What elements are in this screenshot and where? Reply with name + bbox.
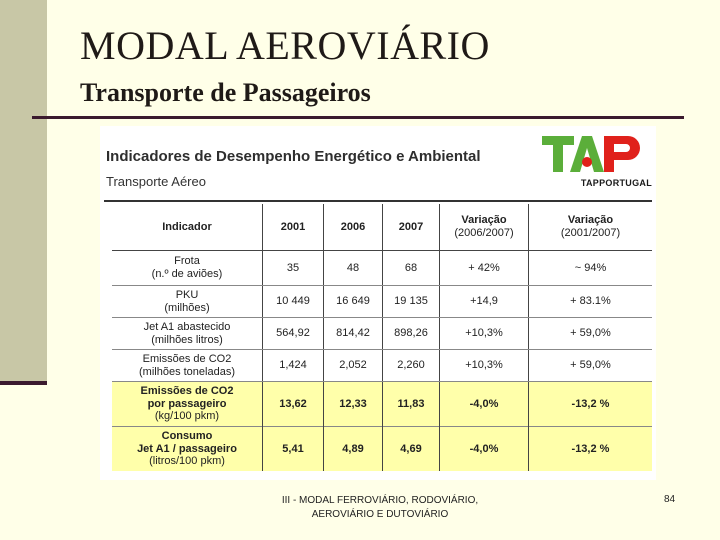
table-row <box>112 251 652 286</box>
slide-title: MODAL AEROVIÁRIO <box>80 23 490 68</box>
slide-footer <box>270 494 490 521</box>
cell-2006: 2,052 <box>324 350 383 382</box>
row-label-text-2: Jet A1 / passageiro <box>137 442 237 455</box>
cell-2007: 2,260 <box>383 350 440 382</box>
cell-var2: ~ 94% <box>529 251 653 286</box>
row-label <box>112 286 263 318</box>
table-row-highlight <box>112 382 652 427</box>
row-label <box>112 382 263 427</box>
cell-2001: 564,92 <box>263 318 324 350</box>
cell-2001: 35 <box>263 251 324 286</box>
cell-var1: +10,3% <box>440 350 529 382</box>
header-var1-sub: (2006/2007) <box>454 227 514 239</box>
figure-divider <box>104 200 652 202</box>
footer-line-2: AEROVIÁRIO E DUTOVIÁRIO <box>311 508 449 520</box>
header-2001: 2001 <box>263 204 324 251</box>
cell-2006: 4,89 <box>324 427 383 472</box>
cell-2001: 10 449 <box>263 286 324 318</box>
title-divider <box>32 116 684 119</box>
cell-var2: + 59,0% <box>529 318 653 350</box>
row-label-text: Jet A1 abastecido <box>143 320 231 333</box>
cell-2006: 16 649 <box>324 286 383 318</box>
tap-logo-icon <box>540 132 652 178</box>
row-label-text: Emissões de CO2 <box>142 352 232 365</box>
row-unit-text: (litros/100 pkm) <box>149 455 225 468</box>
indicators-table <box>112 204 652 471</box>
page-number: 84 <box>664 494 676 505</box>
left-decor-bar-edge <box>0 381 47 385</box>
row-unit-text: (kg/100 pkm) <box>154 410 220 423</box>
cell-2001: 13,62 <box>263 382 324 427</box>
cell-var1: +14,9 <box>440 286 529 318</box>
cell-2007: 19 135 <box>383 286 440 318</box>
row-unit-text: (milhões) <box>164 301 210 314</box>
slide-subtitle: Transporte de Passageiros <box>80 78 371 107</box>
left-decor-bar <box>0 0 47 384</box>
cell-2007: 898,26 <box>383 318 440 350</box>
logo-text: TAPPORTUGAL <box>580 178 652 188</box>
row-label <box>112 427 263 472</box>
row-label-text: Consumo <box>161 430 213 443</box>
row-label-text-2: por passageiro <box>147 397 227 410</box>
cell-var1: -4,0% <box>440 382 529 427</box>
header-var2-label: Variação <box>567 214 614 227</box>
header-variation-1 <box>440 204 529 251</box>
cell-2001: 5,41 <box>263 427 324 472</box>
row-label-text: PKU <box>175 288 199 301</box>
cell-var1: +10,3% <box>440 318 529 350</box>
row-unit-text: (n.º de aviões) <box>151 268 223 280</box>
cell-var2: + 59,0% <box>529 350 653 382</box>
row-label <box>112 350 263 382</box>
row-unit-text: (milhões toneladas) <box>139 365 235 378</box>
cell-2007: 68 <box>383 251 440 286</box>
footer-line-1: III - MODAL FERROVIÁRIO, RODOVIÁRIO, <box>281 495 479 506</box>
table-row <box>112 318 652 350</box>
row-label <box>112 251 263 286</box>
cell-var2: + 83.1% <box>529 286 653 318</box>
header-var1-label: Variação <box>461 214 507 227</box>
header-2006: 2006 <box>324 204 383 251</box>
row-label-text: Emissões de CO2 <box>140 385 234 398</box>
cell-var1: + 42% <box>440 251 529 286</box>
cell-2006: 814,42 <box>324 318 383 350</box>
row-label <box>112 318 263 350</box>
row-label-text: Frota <box>174 255 200 268</box>
header-2007: 2007 <box>383 204 440 251</box>
cell-var2: -13,2 % <box>529 382 653 427</box>
header-variation-2 <box>529 204 653 251</box>
cell-2007: 4,69 <box>383 427 440 472</box>
table-header-row <box>112 204 652 251</box>
cell-2006: 12,33 <box>324 382 383 427</box>
cell-var2: -13,2 % <box>529 427 653 472</box>
cell-2007: 11,83 <box>383 382 440 427</box>
header-var2-sub: (2001/2007) <box>560 227 621 239</box>
cell-2006: 48 <box>324 251 383 286</box>
cell-var1: -4,0% <box>440 427 529 472</box>
table-row-highlight <box>112 427 652 472</box>
table-row <box>112 350 652 382</box>
figure-title: Indicadores de Desempenho Energético e Ambiental <box>106 148 481 165</box>
tap-logo <box>540 132 652 192</box>
cell-2001: 1,424 <box>263 350 324 382</box>
table-row <box>112 286 652 318</box>
figure-subtitle: Transporte Aéreo <box>106 174 206 189</box>
row-unit-text: (milhões litros) <box>151 333 223 346</box>
indicators-figure <box>100 126 656 480</box>
header-indicator: Indicador <box>112 204 263 251</box>
